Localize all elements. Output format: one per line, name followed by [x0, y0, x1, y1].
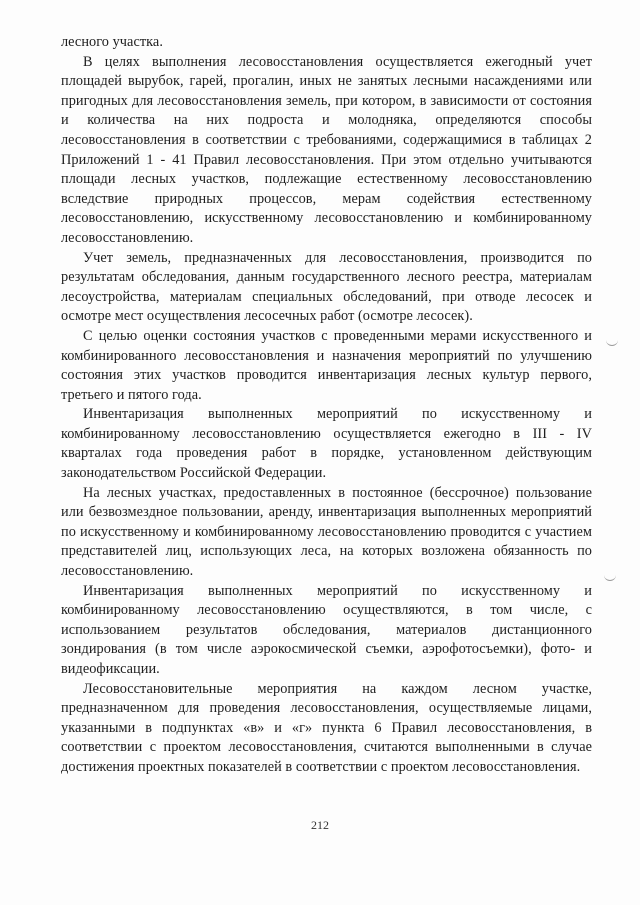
paragraph: В целях выполнения лесовосстановления осуществляется ежегодный учет площадей вырубок, гарей, прогалин, иных не занятых лесными насаждениями или пригодных для лесовосстановления земель, при котором, в зависимости от состояния и количества на них подроста и молодняка, определяются способы лесовосстановления в соответствии с требованиями, содержащимися в таблицах 2 Приложений 1 - 41 Правил лесовосстановления. При этом отдельно учитываются площади лесных участков, подлежащие естественному лесовосстановлению вследствие природных процессов, мерам содействия естественному лесовосстановлению, искусственному лесовосстановлению и комбинированному лесовосстановлению. — [61, 53, 592, 246]
paragraph: Инвентаризация выполненных мероприятий по искусственному и комбинированному лесовосстановлению осуществляется ежегодно в III - IV кварталах года проведения работ в порядке, установленном действующим законодательством Российской Федерации. — [61, 406, 592, 482]
paragraph: Инвентаризация выполненных мероприятий по искусственному и комбинированному лесовосстановлению осуществляются, в том числе, с использованием результатов обследования, материалов дистанционного зондирования (в том числе аэрокосмической съемки, аэрофотосъемки), фото- и видеофиксации. — [61, 582, 592, 677]
paragraph: На лесных участках, предоставленных в постоянное (бессрочное) пользование или безвозмездное пользовании, аренду, инвентаризация выполненных мероприятий по искусственному и комбинированному лесовосстановлению проводится с участием представителей лиц, использующих леса, на которых возложена обязанность по лесовосстановлению. — [61, 484, 592, 580]
scan-mark — [604, 575, 616, 581]
paragraph: С целью оценки состояния участков с проведенными мерами искусственного и комбинированного лесовосстановления и назначения мероприятий по улучшению состояния этих участков проводится инвентаризация лесных культур первого, третьего и пятого года. — [61, 327, 592, 403]
paragraph: Учет земель, предназначенных для лесовосстановления, производится по результатам обследования, данным государственного лесного реестра, материалам лесоустройства, материалам специальных обследований, при отводе лесосек и осмотре мест осуществления лесосечных работ (осмотре лесосек). — [61, 249, 592, 325]
scan-mark — [606, 340, 618, 346]
body-text — [61, 33, 592, 778]
paragraph: Лесовосстановительные мероприятия на каждом лесном участке, предназначенном для проведения лесовосстановления, осуществляемые лицами, указанными в подпунктах «в» и «г» пункта 6 Правил лесовосстановления, в соответствии с проектом лесовосстановления, считаются выполненными в случае достижения проектных показателей в соответствии с проектом лесовосстановления. — [61, 680, 592, 775]
paragraph-continuation: лесного участка. — [61, 34, 163, 50]
page-number: 212 — [311, 818, 329, 832]
